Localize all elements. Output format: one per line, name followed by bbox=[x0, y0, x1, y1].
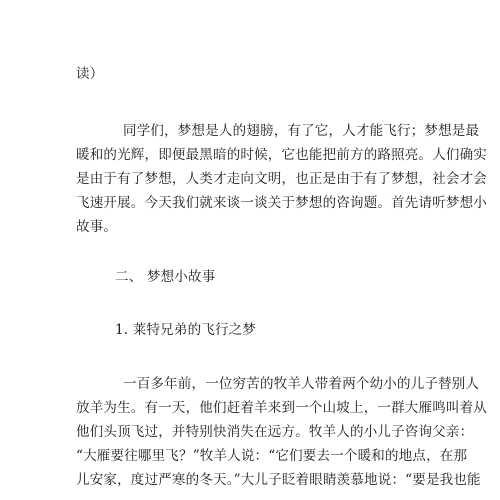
intro-line-4: 飞速开展。今天我们就来谈一谈关于梦想的咨询题。首先请听梦想小 bbox=[76, 195, 487, 211]
intro-line-5: 故事。 bbox=[76, 219, 118, 235]
story-line-2: 放羊为生。有一天，他们赶着羊来到一个山坡上，一群大雁鸣叫着从 bbox=[76, 400, 487, 416]
story-line-1: 一百多年前，一位穷苦的牧羊人带着两个幼小的儿子替别人 bbox=[123, 376, 480, 392]
story-line-3: 他们头顶飞过，并特别快消失在远方。牧羊人的小儿子咨询父亲： bbox=[76, 424, 474, 440]
intro-line-1: 同学们，梦想是人的翅膀，有了它，人才能飞行；梦想是最 bbox=[123, 123, 480, 139]
intro-line-2: 暖和的光辉，即便最黑暗的时候，它也能把前方的路照亮。人们确实 bbox=[76, 147, 487, 163]
section-heading: 二、 梦想小故事 bbox=[115, 269, 216, 285]
intro-line-3: 是由于有了梦想，人类才走向文明，也正是由于有了梦想，社会才会 bbox=[76, 171, 487, 187]
top-fragment-text: 读） bbox=[76, 66, 104, 82]
story-line-5: 儿安家，度过严寒的冬天。”大儿子眨着眼睛羡慕地说：“要是我也能 bbox=[76, 472, 481, 488]
sub-heading: 1. 莱特兄弟的飞行之梦 bbox=[115, 322, 257, 338]
story-line-4: “大雁要往哪里飞？”牧羊人说：“它们要去一个暖和的地点，在那 bbox=[76, 448, 468, 464]
